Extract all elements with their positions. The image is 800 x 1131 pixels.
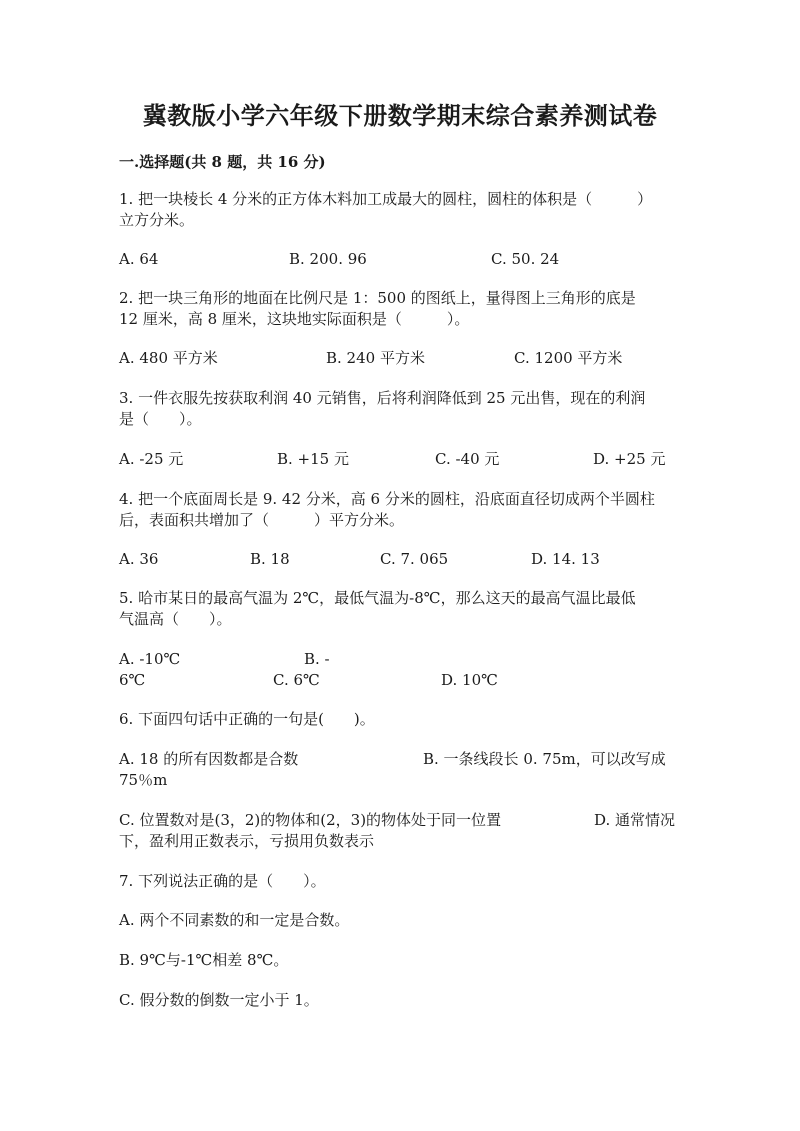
- question-5-option-d: D. 10℃: [441, 671, 498, 689]
- question-2-option-c: C. 1200 平方米: [514, 349, 623, 367]
- question-7-option-b: B. 9℃与-1℃相差 8℃。: [119, 951, 289, 969]
- question-6-option-b: B. 一条线段长 0. 75m，可以改写成: [423, 750, 666, 768]
- question-6-option-b-continued: 75％m: [119, 771, 168, 789]
- question-5-option-a: A. -10℃: [119, 650, 181, 668]
- question-5-line-1: 5. 哈市某日的最高气温为 2℃，最低气温为-8℃，那么这天的最高气温比最低: [119, 589, 636, 607]
- question-6-line-1: 6. 下面四句话中正确的一句是( )。: [119, 710, 375, 728]
- question-4-option-c: C. 7. 065: [380, 550, 449, 568]
- question-3-line-1: 3. 一件衣服先按获取利润 40 元销售，后将利润降低到 25 元出售，现在的利润: [119, 389, 646, 407]
- question-4-option-a: A. 36: [119, 550, 159, 568]
- question-5-line-2: 气温高（ ）。: [119, 610, 232, 628]
- question-3-line-2: 是（ ）。: [119, 410, 202, 428]
- question-2-option-b: B. 240 平方米: [326, 349, 425, 367]
- question-1-option-a: A. 64: [119, 250, 159, 268]
- question-7-line-1: 7. 下列说法正确的是（ ）。: [119, 872, 326, 890]
- question-4-option-d: D. 14. 13: [531, 550, 600, 568]
- question-2-option-a: A. 480 平方米: [119, 349, 218, 367]
- question-1-option-b: B. 200. 96: [289, 250, 367, 268]
- question-6-option-a: A. 18 的所有因数都是合数: [119, 750, 299, 768]
- question-1-option-c: C. 50. 24: [491, 250, 560, 268]
- question-2-line-1: 2. 把一块三角形的地面在比例尺是 1：500 的图纸上，量得图上三角形的底是: [119, 289, 636, 307]
- question-6-option-d: D. 通常情况: [594, 811, 676, 829]
- question-5-option-b: B. -: [304, 650, 330, 668]
- question-6-option-c: C. 位置数对是(3，2)的物体和(2，3)的物体处于同一位置: [119, 811, 502, 829]
- question-4-line-1: 4. 把一个底面周长是 9. 42 分米，高 6 分米的圆柱，沿底面直径切成两个半圆柱: [119, 490, 655, 508]
- question-4-option-b: B. 18: [250, 550, 290, 568]
- page-title: 冀教版小学六年级下册数学期末综合素养测试卷: [142, 101, 658, 130]
- question-3-option-b: B. +15 元: [277, 450, 349, 468]
- question-6-option-d-continued: 下，盈利用正数表示，亏损用负数表示: [119, 832, 375, 850]
- question-3-option-d: D. +25 元: [593, 450, 666, 468]
- question-1-line-2: 立方分米。: [119, 211, 195, 229]
- question-5-option-b-continued: 6℃: [119, 671, 146, 689]
- question-7-option-c: C. 假分数的倒数一定小于 1。: [119, 991, 319, 1009]
- section-heading: 一.选择题(共 8 题，共 16 分): [119, 153, 326, 171]
- question-1-line-1: 1. 把一块棱长 4 分米的正方体木料加工成最大的圆柱，圆柱的体积是（ ）: [119, 190, 653, 208]
- question-2-line-2: 12 厘米，高 8 厘米，这块地实际面积是（ ）。: [119, 310, 470, 328]
- question-4-line-2: 后，表面积共增加了（ ）平方分米。: [119, 511, 405, 529]
- question-3-option-c: C. -40 元: [435, 450, 500, 468]
- question-3-option-a: A. -25 元: [119, 450, 184, 468]
- question-7-option-a: A. 两个不同素数的和一定是合数。: [119, 911, 350, 929]
- question-5-option-c: C. 6℃: [273, 671, 320, 689]
